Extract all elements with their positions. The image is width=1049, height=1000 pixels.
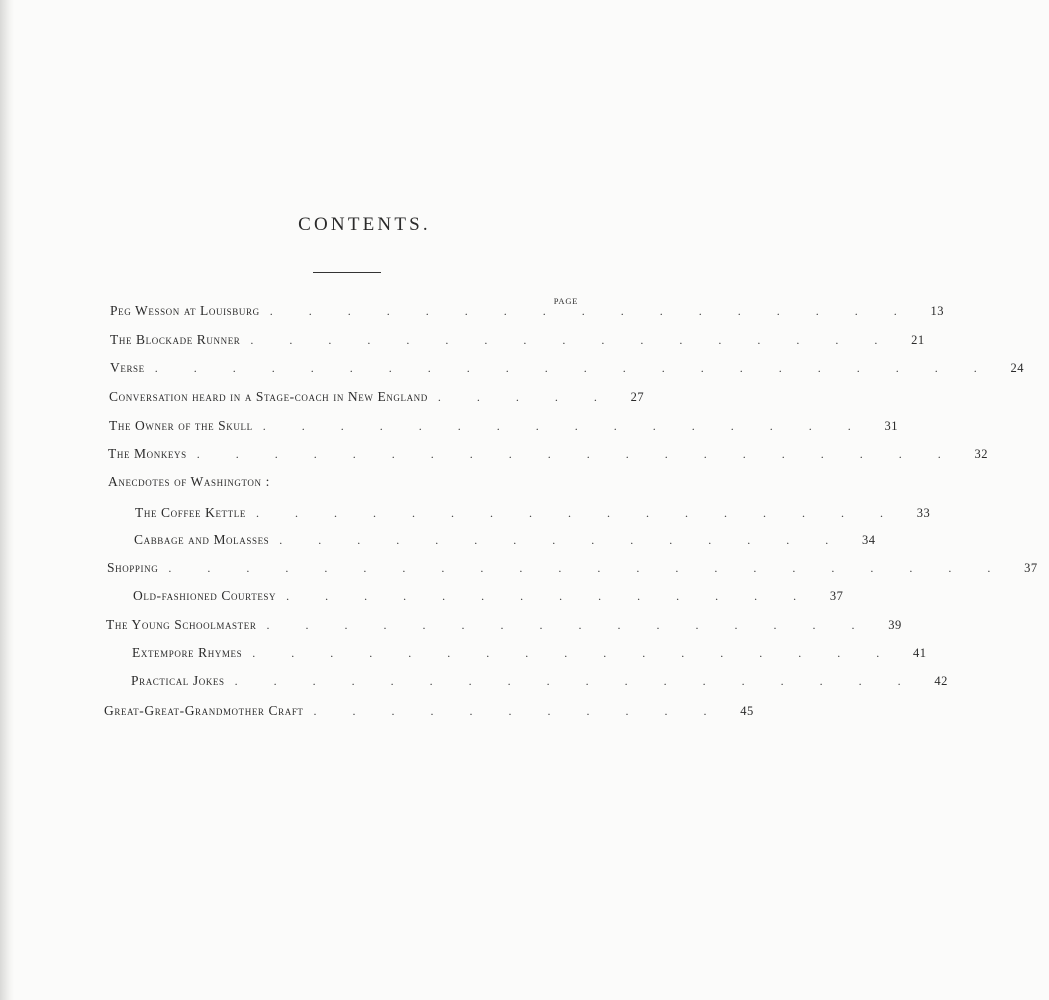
- toc-entry[interactable]: [135, 505, 931, 525]
- dot-leader: . . . . . . . . . . . . . . . . .: [255, 506, 900, 520]
- toc-entry[interactable]: [107, 560, 1038, 580]
- toc-section-heading[interactable]: [108, 474, 585, 494]
- toc-entry-title: The Owner of the Skull: [109, 418, 253, 433]
- dot-leader: . . . . . . . . . . . . . . . .: [262, 419, 868, 433]
- page-title: CONTENTS.: [298, 214, 431, 235]
- toc-entry[interactable]: [110, 360, 1025, 380]
- toc-entry-page: 13: [930, 304, 944, 318]
- toc-entry-title: Shopping: [107, 560, 159, 575]
- toc-entry-title: The Coffee Kettle: [135, 505, 246, 520]
- toc-entry-page: 39: [888, 618, 902, 632]
- toc-entry-title: Conversation heard in a Stage-coach in New England: [109, 389, 428, 404]
- toc-entry[interactable]: [133, 588, 844, 608]
- toc-entry-title: The Monkeys: [108, 446, 187, 461]
- toc-entry-title: Peg Wesson at Louisburg: [110, 303, 260, 318]
- toc-entry-page: 33: [916, 506, 931, 520]
- dot-leader: . . . . . . . . . . . . . . . . . .: [234, 674, 918, 688]
- page-column-header: PAGE: [553, 296, 579, 306]
- toc-entry-page: 24: [1010, 361, 1025, 375]
- toc-entry[interactable]: [132, 645, 927, 665]
- toc-entry-title: Cabbage and Molasses: [134, 532, 270, 547]
- toc-entry[interactable]: [109, 389, 645, 409]
- toc-entry-title: Old-fashioned Courtesy: [133, 588, 277, 603]
- toc-entry-page: 37: [1024, 561, 1038, 575]
- dot-leader: . . . . . . . . . . . . . . . . . . . . . .: [168, 561, 1007, 575]
- toc-entry-title: Great-Great-Grandmother Craft: [104, 703, 304, 718]
- toc-entry[interactable]: [110, 332, 925, 352]
- toc-entry-page: 27: [630, 390, 645, 404]
- dot-leader: . . . . . . . . . . . . . . . . . . . . . .: [154, 361, 994, 375]
- dot-leader: . . . . .: [437, 390, 614, 404]
- toc-entry-page: 45: [740, 704, 754, 718]
- toc-entry[interactable]: [104, 703, 754, 723]
- toc-entry[interactable]: [134, 532, 876, 552]
- toc-entry-title: The Young Schoolmaster: [106, 617, 257, 632]
- toc-entry[interactable]: [108, 446, 988, 466]
- dot-leader: . . . . . . . . . . . . . . . .: [266, 618, 871, 632]
- toc-entry-page: 32: [974, 447, 988, 461]
- toc-entry-page: 37: [829, 589, 844, 603]
- toc-entry-title: Verse: [110, 360, 145, 375]
- dot-leader: . . . . . . . . . . .: [313, 704, 724, 718]
- toc-entry-page: 34: [862, 533, 876, 547]
- toc-entry[interactable]: [110, 303, 944, 323]
- toc-entry-title: Extempore Rhymes: [132, 645, 243, 660]
- toc-entry-title: The Blockade Runner: [110, 332, 241, 347]
- dot-leader: . . . . . . . . . . . . . . . . . . . .: [196, 447, 958, 461]
- dot-leader: . . . . . . . . . . . . . . . . .: [269, 304, 914, 318]
- toc-entry-title: Practical Jokes: [131, 673, 225, 688]
- toc-entry-title: Anecdotes of Washington :: [108, 474, 270, 489]
- toc-entry[interactable]: [109, 418, 898, 438]
- dot-leader: . . . . . . . . . . . . . .: [286, 589, 813, 603]
- dot-leader: . . . . . . . . . . . . . . . . .: [250, 333, 894, 347]
- toc-entry-page: 21: [911, 333, 925, 347]
- dot-leader: . . . . . . . . . . . . . . .: [279, 533, 845, 547]
- toc-entry-page: 41: [912, 646, 927, 660]
- toc-entry[interactable]: [106, 617, 902, 637]
- toc-entry[interactable]: [131, 673, 948, 693]
- toc-entry-page: 42: [934, 674, 948, 688]
- toc-entry-page: 31: [884, 419, 898, 433]
- dot-leader: . . . . . . . . . . . . . . . . .: [252, 646, 896, 660]
